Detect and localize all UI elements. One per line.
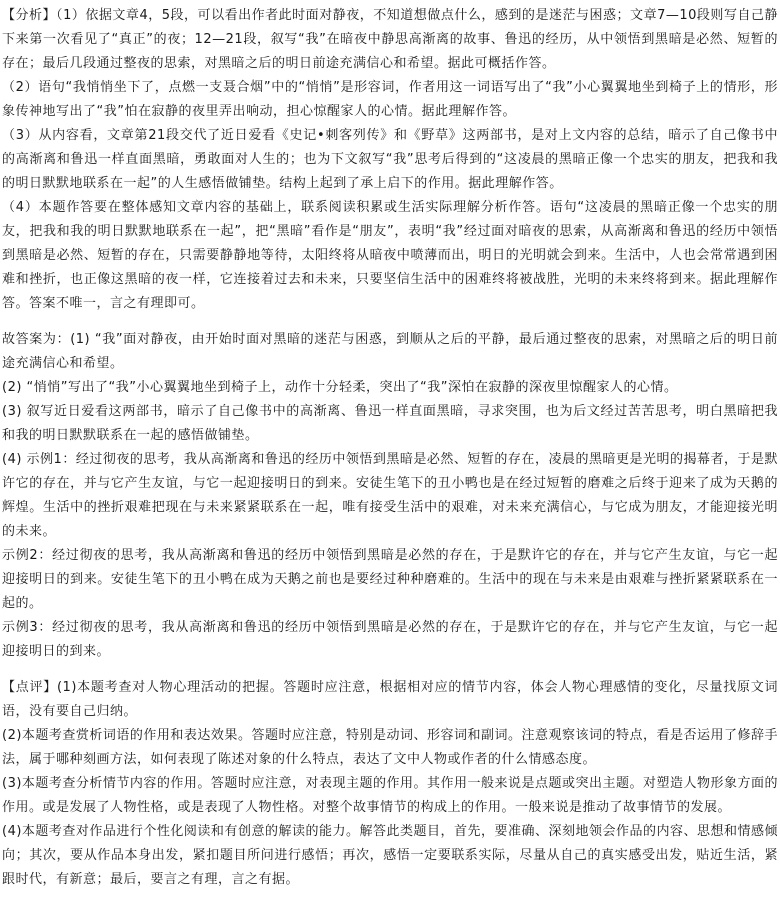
- analysis-section: [2, 4, 778, 316]
- analysis-paragraph-3: （3）从内容看，文章第21段交代了近日爱看《史记•刺客列传》和《野草》这两部书，是对上文内容的总结，暗示了自己像书中的高渐离和鲁迅一样直面黑暗，勇敢面对人生的；也为下文叙写“我”思考后得到的“这凌晨的黑暗正像一个忠实的朋友，把我和我的明日默默地联系在一起”的人生感悟做铺垫。结构上起到了承上启下的作用。据此理解作答。: [2, 128, 778, 191]
- comment-section: [2, 676, 778, 892]
- comment-paragraph-3: (3)本题考查分析情节内容的作用。答题时应注意，对表现主题的作用。其作用一般来说是点题或突出主题。对塑造人物形象方面的作用。或是发展了人物性格，或是表现了人物性格。对整个故事情节的构成上的作用。一般来说是推动了故事情节的发展。: [2, 776, 778, 815]
- comment-paragraph-1: 【点评】(1)本题考查对人物心理活动的把握。答题时应注意，根据相对应的情节内容，体会人物心理感情的变化，尽量找原文词语，没有要自己归纳。: [2, 680, 778, 719]
- answer-section: [2, 328, 778, 664]
- analysis-paragraph-2: （2）语句“我悄悄坐下了，点燃一支聂合烟”中的“悄悄”是形容词，作者用这一词语写出了“我”小心翼翼地坐到椅子上的情形，形象传神地写出了“我”怕在寂静的夜里弄出响动，担心惊醒家人的心情。据此理解作答。: [2, 80, 778, 119]
- comment-paragraph-2: (2)本题考查赏析词语的作用和表达效果。答题时应注意，特别是动词、形容词和副词。注意观察该词的特点，看是否运用了修辞手法，属于哪种刻画方法，如何表现了陈述对象的什么特点，表达了文中人物或作者的什么情感态度。: [2, 728, 778, 767]
- answer-paragraph-4: (4) 示例1：经过彻夜的思考，我从高渐离和鲁迅的经历中领悟到黑暗是必然、短暂的存在，凌晨的黑暗更是光明的揭幕者，于是默许它的存在，并与它产生友谊，与它一起迎接明日的到来。安徒生笔下的丑小鸭也是在经过短暂的磨难之后终于迎来了成为天鹅的辉煌。生活中的挫折艰难把现在与未来紧紧联系在一起，唯有接受生活中的艰难，对未来充满信心，与它成为朋友，才能迎接光明的未来。: [2, 452, 778, 539]
- section-gap: [2, 664, 778, 676]
- answer-paragraph-6: 示例3：经过彻夜的思考，我从高渐离和鲁迅的经历中领悟到黑暗是必然的存在，于是默许它的存在，并与它产生友谊，与它一起迎接明日的到来。: [2, 620, 778, 659]
- answer-paragraph-2: (2) “悄悄”写出了“我”小心翼翼地坐到椅子上，动作十分轻柔，突出了“我”深怕在寂静的深夜里惊醒家人的心情。: [2, 380, 678, 395]
- analysis-paragraph-4: （4）本题作答要在整体感知文章内容的基础上，联系阅读积累或生活实际理解分析作答。语句“这凌晨的黑暗正像一个忠实的朋友，把我和我的明日默默地联系在一起”，把“黑暗”看作是“朋友”，表明“我”经过面对暗夜的思索，从高渐离和鲁迅的经历中领悟到黑暗是必然、短暂的存在，只需要静静地等待，太阳终将从暗夜中喷薄而出，明日的光明就会到来。生活中，人也会常常遇到困难和挫折，也正像这黑暗的夜一样，它连接着过去和未来，只要坚信生活中的困难终将被战胜，光明的未来终将到来。据此理解作答。答案不唯一，言之有理即可。: [2, 200, 778, 311]
- comment-paragraph-4: (4)本题考查对作品进行个性化阅读和有创意的解读的能力。解答此类题目，首先，要准确、深刻地领会作品的内容、思想和情感倾向；其次，要从作品本身出发，紧扣题目所问进行感悟；再次，感悟一定要联系实际，尽量从自己的真实感受出发，贴近生活，紧跟时代，有新意；最后，要言之有理，言之有据。: [2, 824, 778, 887]
- analysis-paragraph-1: 【分析】（1）依据文章4，5段，可以看出作者此时面对静夜，不知道想做点什么，感到的是迷茫与困惑；文章7—10段则写自己静下来第一次看见了“真正”的夜；12—21段，叙写“我”在暗夜中静思高渐离的故事、鲁迅的经历，从中领悟到黑暗是必然、短暂的存在；最后几段通过整夜的思索，对黑暗之后的明日前途充满信心和希望。据此可概括作答。: [2, 8, 778, 71]
- answer-paragraph-5: 示例2：经过彻夜的思考，我从高渐离和鲁迅的经历中领悟到黑暗是必然的存在，于是默许它的存在，并与它产生友谊，与它一起迎接明日的到来。安徒生笔下的丑小鸭在成为天鹅之前也是要经过种种磨难的。生活中的现在与未来是由艰难与挫折紧紧联系在一起的。: [2, 548, 778, 611]
- answer-paragraph-3: (3) 叙写近日爱看这两部书，暗示了自己像书中的高渐离、鲁迅一样直面黑暗，寻求突围，也为后文经过苦苦思考，明白黑暗把我和我的明日默默联系在一起的感悟做铺垫。: [2, 404, 778, 443]
- answer-paragraph-1: 故答案为：(1) “我”面对静夜，由开始时面对黑暗的迷茫与困惑，到顺从之后的平静，最后通过整夜的思索，对黑暗之后的明日前途充满信心和希望。: [2, 332, 778, 371]
- section-gap: [2, 316, 778, 328]
